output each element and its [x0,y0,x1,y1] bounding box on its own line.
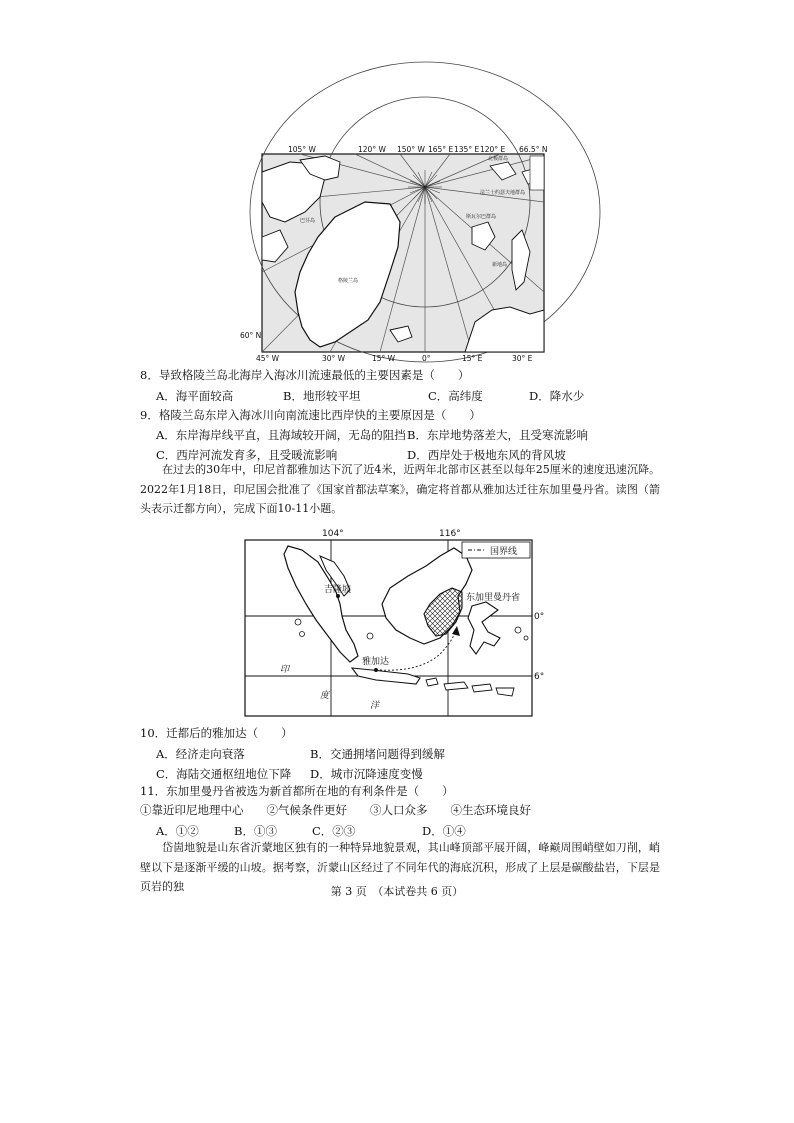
q11-option-d[interactable]: D．①④ [422,824,466,838]
arctic-map [240,142,550,364]
map1-bottom-30w: 30° W [322,354,346,363]
map2-lon-116: 116° [439,529,461,539]
label-jakarta: 雅加达 [362,657,390,667]
q9-stem: 9．格陵兰岛东岸入海冰川向南流速比西岸快的主要原因是（ ） [140,408,481,422]
indonesia-map [240,526,545,720]
map2-legend-border: 国界线 [490,547,518,557]
map1-bottom-15e: 15° E [462,354,483,363]
map1-top-135e: 135° E [454,145,480,154]
q8-option-c[interactable]: C．高纬度 [428,389,483,403]
map2-lon-104: 104° [322,529,344,539]
map1-bottom-15w: 15° W [372,354,396,363]
label-ocean-yin: 印 [280,665,290,675]
q9-option-c[interactable]: C．西岸河流发育多，且受暖流影响 [156,448,338,462]
map2-lat-6: 6° [534,672,545,682]
map1-top-120e: 120° E [480,145,506,154]
map1-top-105w: 105° W [288,145,316,154]
label-greenland: 格陵兰岛 [338,278,359,284]
q10-stem: 10．迁都后的雅加达（ ） [140,726,293,740]
q8-option-d[interactable]: D．降水少 [529,389,585,403]
map1-top-165e: 165° E [428,145,454,154]
q8-option-b[interactable]: B．地形较平坦 [283,389,361,403]
label-arctic-archipelago: 北极群岛 [488,156,509,162]
map1-bottom-30e: 30° E [512,354,533,363]
map2-lat-0: 0° [534,612,545,622]
q11-option-a[interactable]: A．①② [156,824,199,838]
map1-top-66n: 66.5° N [519,145,548,154]
label-east-kalimantan: 东加里曼丹省 [466,593,521,603]
closing-paragraph: 岱崮地貌是山东省沂蒙地区独有的一种特异地貌景观，其山峰顶部平展开阔，峰巅周围峭壁如刀削，峭壁以下是逐渐平缓的山坡。据考察，沂蒙山区经过了不同年代的海底沉积，形成了上层是碳酸盐岩，下层是页岩的独 [140,841,660,893]
map1-top-150w: 150° W [397,145,425,154]
map1-bottom-45w: 45° W [256,354,280,363]
q11-option-c[interactable]: C．②③ [312,824,356,838]
q11-option-b[interactable]: B．①③ [234,824,277,838]
q10-option-a[interactable]: A．经济走向衰落 [156,747,245,761]
label-ocean-yang: 洋 [370,701,380,711]
q10-option-d[interactable]: D．城市沉降速度变慢 [310,767,423,781]
map1-lat-60n: 60° N [240,331,262,340]
q10-option-b[interactable]: B．交通拥堵问题得到缓解 [310,747,445,761]
label-kuala-lumpur: 吉隆坡 [324,585,352,595]
q11-stem: 11．东加里曼丹省被选为新首都所在地的有利条件是（ ） [140,784,454,798]
q9-option-d[interactable]: D．西岸处于极地东风的背风坡 [407,448,566,462]
q10-option-c[interactable]: C．海陆交通枢纽地位下降 [156,767,292,781]
q11-conditions: ①靠近印尼地理中心 ②气候条件更好 ③人口众多 ④生态环境良好 [140,803,531,817]
intro-paragraph-10-11: 在过去的30年中，印尼首都雅加达下沉了近4米，近两年北部市区甚至以每年25厘米的速度迅速沉降。2022年1月18日，印尼国会批准了《国家首都法草案》，确定将首都从雅加达迁往东加里曼丹省。读图（箭头表示迁都方向），完成下面10-11小题。 [140,463,660,515]
q8-option-a[interactable]: A．海平面较高 [156,389,234,403]
q8-stem: 8．导致格陵兰岛北海岸入海冰川流速最低的主要因素是（ ） [140,368,470,382]
label-svalbard: 斯瓦尔巴群岛 [466,214,497,220]
label-ocean-du: 度 [320,691,330,701]
page-footer: 第 3 页 （本试卷共 6 页） [330,885,464,898]
q9-option-a[interactable]: A．东岸海岸线平直，且海域较开阔，无岛的阻挡 [156,428,406,442]
map1-top-120w: 120° W [358,145,386,154]
map1-bottom-0: 0° [422,354,431,363]
label-novaya: 新地岛 [492,262,508,268]
q9-option-b[interactable]: B．东岸地势落差大，且受寒流影响 [407,428,588,442]
label-baffin: 巴芬岛 [300,218,316,224]
label-franz-josef: 法兰士约瑟夫地群岛 [480,190,526,196]
